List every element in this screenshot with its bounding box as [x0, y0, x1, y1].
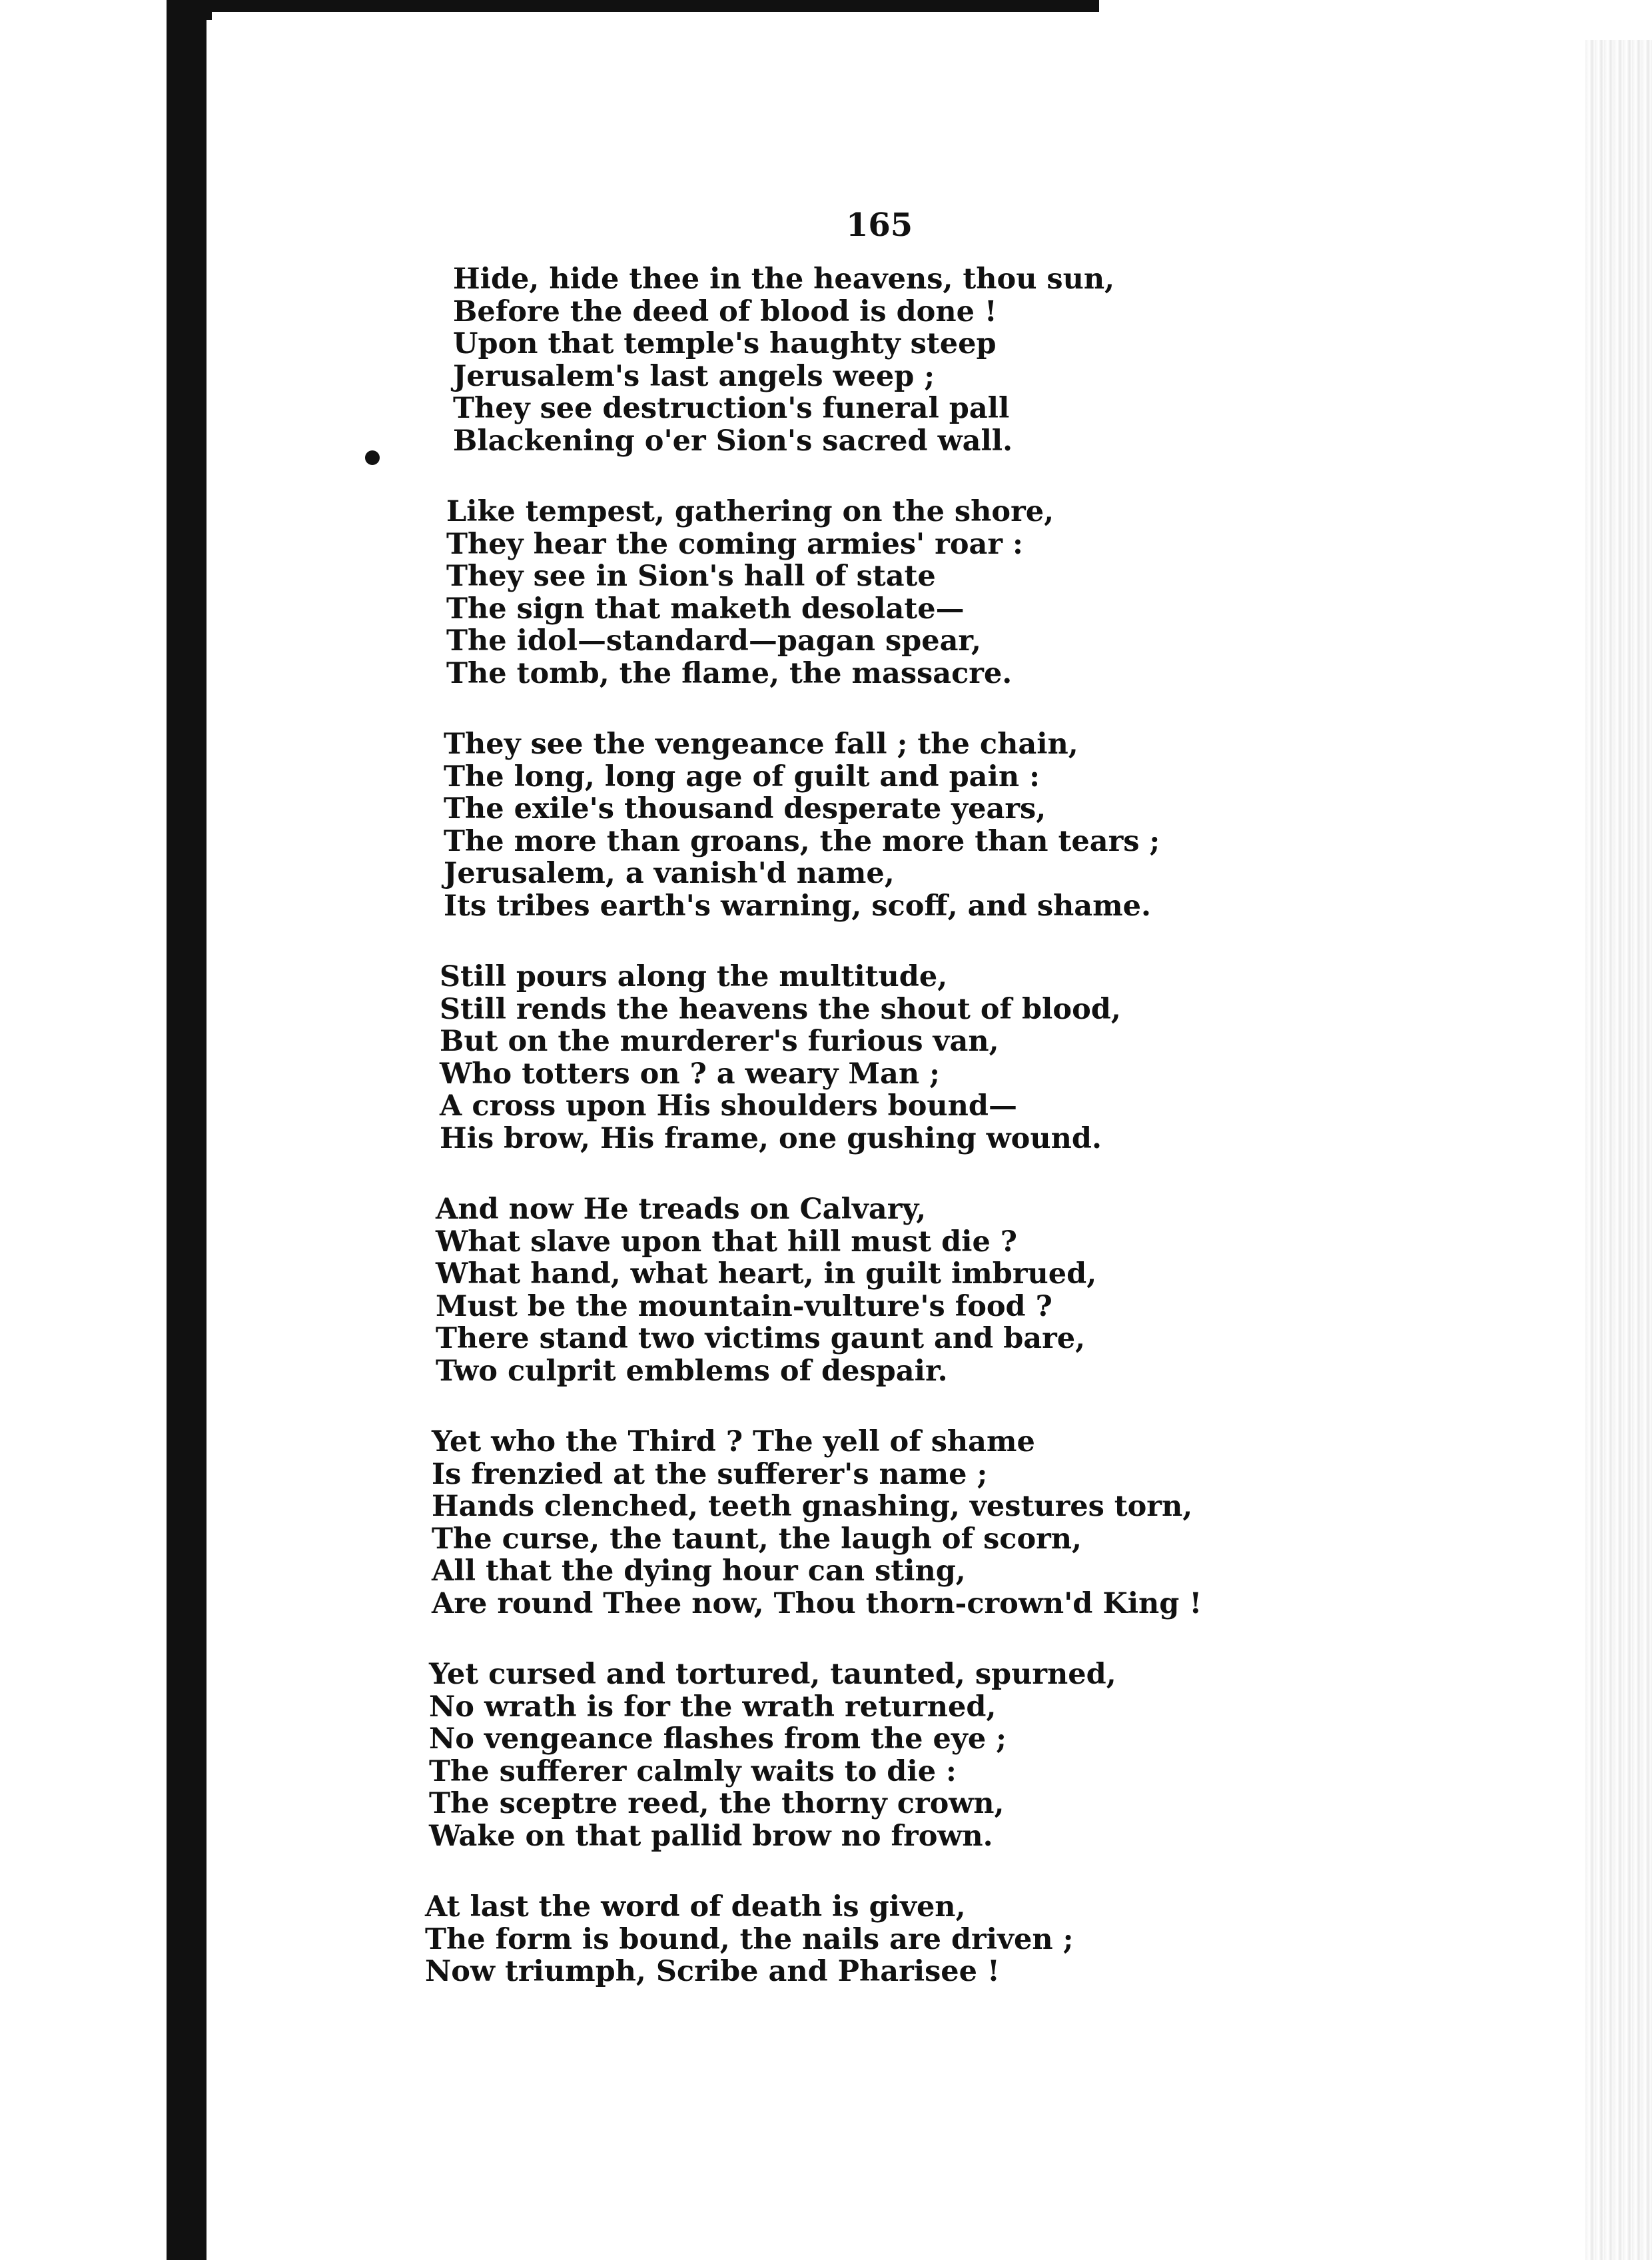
poem-line: The long, long age of guilt and pain : — [444, 760, 1040, 794]
poem-line: Wake on that pallid brow no frown. — [429, 1819, 993, 1853]
stanza — [446, 496, 1452, 690]
poem-body — [425, 263, 1452, 2027]
poem-line: Jerusalem, a vanish'd name, — [444, 857, 895, 890]
poem-line: The form is bound, the nails are driven ; — [425, 1922, 1074, 1956]
poem-line: At last the word of death is given, — [425, 1890, 966, 1924]
poem-line: They see destruction's funeral pall — [453, 392, 1010, 425]
poem-line: The curse, the taunt, the laugh of scorn, — [432, 1522, 1082, 1556]
poem-line: Must be the mountain-vulture's food ? — [436, 1289, 1052, 1323]
poem-line: The sceptre reed, the thorny crown, — [429, 1787, 1005, 1820]
poem-line: All that the dying hour can sting, — [432, 1554, 966, 1588]
stanza — [425, 1891, 1452, 1988]
poem-line: Jerusalem's last angels weep ; — [453, 359, 935, 393]
stanza — [436, 1193, 1452, 1387]
poem-line: Hide, hide thee in the heavens, thou sun, — [453, 263, 1115, 296]
page-edge-shading — [1585, 40, 1652, 2260]
poem-line: The exile's thousand desperate years, — [444, 792, 1046, 826]
poem-line: Yet cursed and tortured, taunted, spurned, — [429, 1658, 1116, 1691]
poem-line: Who totters on ? a weary Man ; — [440, 1057, 940, 1091]
poem-line: Still pours along the multitude, — [440, 960, 948, 993]
poem-line: They hear the coming armies' roar : — [446, 527, 1023, 561]
stanza — [440, 961, 1452, 1155]
poem-line: Yet who the Third ? The yell of shame — [432, 1425, 1035, 1458]
poem-line: No vengeance flashes from the eye ; — [429, 1722, 1007, 1756]
margin-dot-mark — [365, 450, 380, 465]
poem-line: Upon that temple's haughty steep — [453, 327, 997, 360]
poem-line: Like tempest, gathering on the shore, — [446, 495, 1054, 528]
page-number: 165 — [846, 207, 913, 244]
stanza — [429, 1658, 1452, 1852]
poem-line: And now He treads on Calvary, — [436, 1193, 927, 1226]
poem-line: Hands clenched, teeth gnashing, vestures torn, — [432, 1490, 1193, 1523]
poem-line: The more than groans, the more than tears ; — [444, 824, 1160, 858]
poem-line: A cross upon His shoulders bound— — [440, 1089, 1017, 1123]
poem-line: Now triumph, Scribe and Pharisee ! — [425, 1955, 1000, 1988]
poem-line: Are round Thee now, Thou thorn-crown'd King ! — [432, 1586, 1202, 1620]
poem-line: They see in Sion's hall of state — [446, 560, 936, 593]
stanza — [453, 263, 1452, 457]
stanza — [444, 728, 1452, 922]
stanza — [432, 1426, 1452, 1620]
poem-line: The idol—standard—pagan spear, — [446, 624, 981, 658]
poem-line: The tomb, the flame, the massacre. — [446, 656, 1013, 690]
poem-line: What hand, what heart, in guilt imbrued, — [436, 1257, 1097, 1291]
poem-line: Still rends the heavens the shout of blood, — [440, 992, 1121, 1026]
poem-line: Is frenzied at the sufferer's name ; — [432, 1457, 988, 1491]
poem-line: Its tribes earth's warning, scoff, and shame. — [444, 889, 1151, 923]
poem-line: They see the vengeance fall ; the chain, — [444, 728, 1078, 761]
poem-line: What slave upon that hill must die ? — [436, 1225, 1017, 1259]
poem-line: There stand two victims gaunt and bare, — [436, 1322, 1086, 1355]
poem-line: The sufferer calmly waits to die : — [429, 1754, 957, 1788]
poem-line: Blackening o'er Sion's sacred wall. — [453, 424, 1013, 458]
poem-line: Two culprit emblems of despair. — [436, 1354, 948, 1388]
book-spine-shadow — [167, 0, 206, 2260]
poem-line: The sign that maketh desolate— — [446, 592, 965, 626]
poem-line: But on the murderer's furious van, — [440, 1025, 999, 1058]
poem-line: Before the deed of blood is done ! — [453, 294, 997, 328]
poem-line: No wrath is for the wrath returned, — [429, 1690, 997, 1724]
poem-line: His brow, His frame, one gushing wound. — [440, 1121, 1102, 1155]
